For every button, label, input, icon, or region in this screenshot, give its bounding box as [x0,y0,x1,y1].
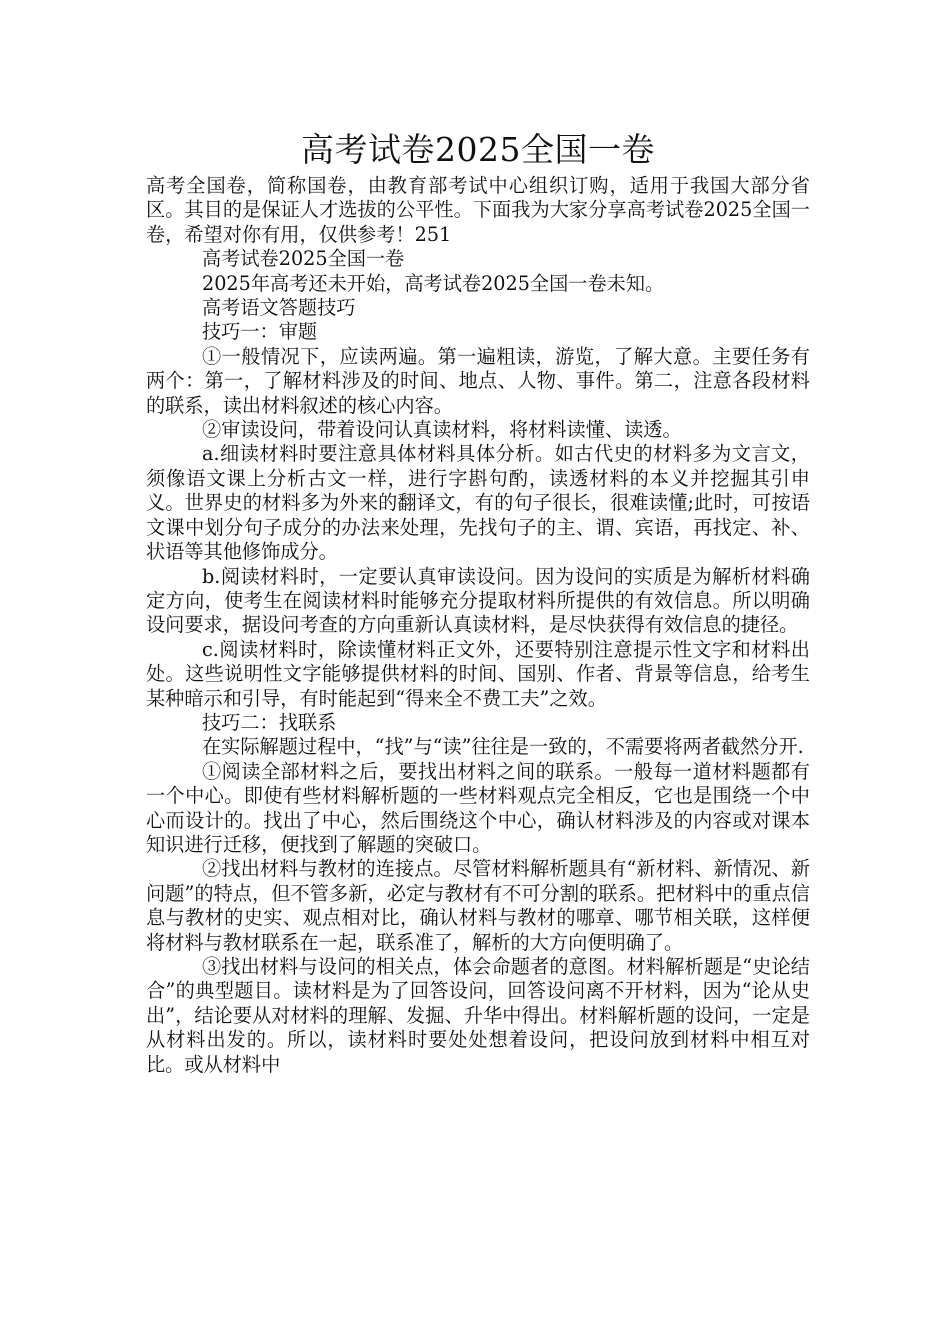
paragraph: ③找出材料与设问的相关点，体会命题者的意图。材料解析题是“史论结合”的典型题目。读材料是为了回答设问，回答设问离不开材料，因为“论从史出”，结论要从对材料的理解、发掘、升华中得出。材料解析题的设问，一定是从材料出发的。所以，读材料时要处处想着设问，把设问放到材料中相互对比。或从材料中 [146,955,810,1076]
paragraph: 在实际解题过程中，“找”与“读”往往是一致的，不需要将两者截然分开. [202,735,804,759]
paragraph: 高考试卷2025全国一卷 [202,247,405,271]
paragraph: 技巧一：审题 [202,320,318,344]
paragraph: 高考语文答题技巧 [202,296,356,320]
paragraph: b.阅读材料时，一定要认真审读设问。因为设问的实质是为解析材料确定方向，使考生在阅读材料时能够充分提取材料所提供的有效信息。所以明确设问要求，据设问考查的方向重新认真读材料，是尽快获得有效信息的捷径。 [146,564,810,637]
document-page [146,128,810,1077]
document-body [146,174,810,1077]
paragraph: ②审读设问，带着设问认真读材料，将材料读懂、读透。 [202,418,682,442]
paragraph: a.细读材料时要注意具体材料具体分析。如古代史的材料多为文言文，须像语文课上分析古文一样，进行字斟句酌，读透材料的本义并挖掘其引申义。世界史的材料多为外来的翻译文，有的句子很长，很难读懂;此时，可按语文课中划分句子成分的办法来处理，先找句子的主、谓、宾语，再找定、补、状语等其他修饰成分。 [146,442,810,564]
paragraph: 技巧二：找联系 [202,710,337,734]
document-title: 高考试卷2025全国一卷 [301,130,655,169]
paragraph: ①一般情况下，应读两遍。第一遍粗读，游览，了解大意。主要任务有两个：第一，了解材料涉及的时间、地点、人物、事件。第二，注意各段材料的联系，读出材料叙述的核心内容。 [146,344,810,417]
paragraph: ②找出材料与教材的连接点。尽管材料解析题具有“新材料、新情况、新问题”的特点，但不管多新，必定与教材有不可分割的联系。把材料中的重点信息与教材的史实、观点相对比，确认材料与教材的哪章、哪节相关联，这样便将材料与教材联系在一起，联系准了，解析的大方向便明确了。 [146,857,810,954]
paragraph: 2025年高考还未开始，高考试卷2025全国一卷未知。 [202,271,665,295]
paragraph: c.阅读材料时，除读懂材料正文外，还要特别注意提示性文字和材料出处。这些说明性文字能够提供材料的时间、国别、作者、背景等信息，给考生某种暗示和引导，有时能起到“得来全不费工夫”之效。 [146,637,810,710]
paragraph: 高考全国卷，简称国卷，由教育部考试中心组织订购，适用于我国大部分省区。其目的是保证人才选拔的公平性。下面我为大家分享高考试卷2025全国一卷，希望对你有用，仅供参考！251 [146,174,810,246]
paragraph: ①阅读全部材料之后，要找出材料之间的联系。一般每一道材料题都有一个中心。即使有些材料解析题的一些材料观点完全相反，它也是围绕一个中心而设计的。找出了中心，然后围绕这个中心，确认材料涉及的内容或对课本知识进行迁移，便找到了解题的突破口。 [146,759,810,856]
